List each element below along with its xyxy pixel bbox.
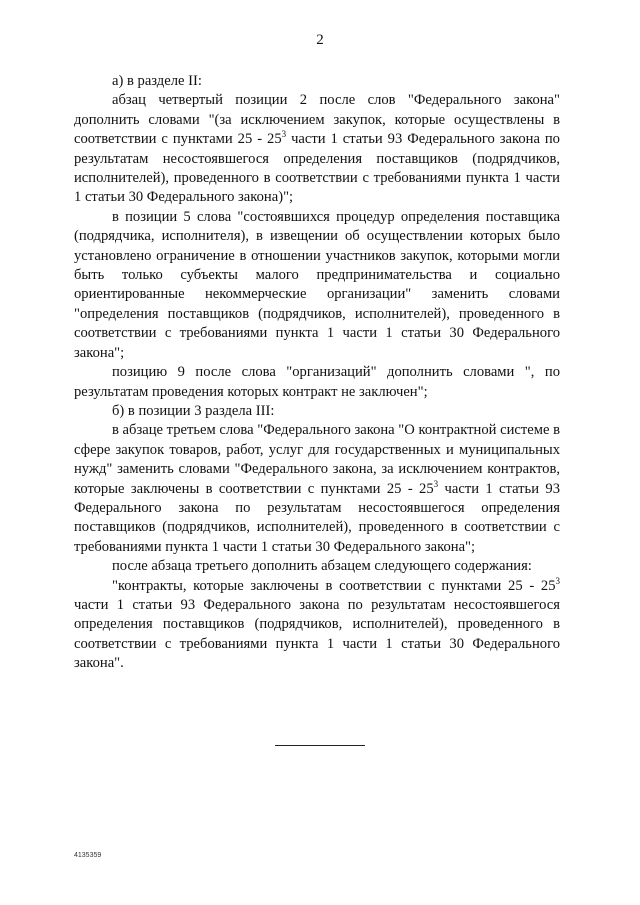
paragraph-position-9: позицию 9 после слова "организаций" дополнить словами ", по результатам проведения которых контракт не заключен"; xyxy=(74,364,560,400)
paragraph-text: "контракты, которые заключены в соответствии с пунктами 25 - 25 xyxy=(112,577,556,594)
paragraph-abzac-3 xyxy=(74,421,560,557)
paragraph-text: в абзаце третьем слова "Федерального закона "О контрактной системе в сфере закупок товаров, работ, услуг для государственных и муниципальных нужд" заменить словами "Федерального закона, за исключением контрактов, которые заключены в соответствии с пунктами 25 - 25 xyxy=(74,422,560,497)
superscript: 3 xyxy=(281,129,287,140)
superscript: 3 xyxy=(433,478,439,489)
end-separator-line xyxy=(275,745,365,746)
paragraph-add-abzac: после абзаца третьего дополнить абзацем следующего содержания: xyxy=(112,558,532,575)
paragraph-text: абзац четвертый позиции 2 после слов "Федерального закона" дополнить словами "(за исключением закупок, которые осуществлены в соответствии с пунктами 25 - 25 xyxy=(74,92,560,148)
section-a-heading: а) в разделе II: xyxy=(112,73,202,89)
paragraph-position-2 xyxy=(74,91,560,207)
document-code: 4135359 xyxy=(74,852,102,859)
paragraph-text: части 1 статьи 93 Федерального закона по результатам несостоявшегося определения поставщиков (подрядчиков, исполнителей), проведенного в соответствии с требованиями пункта 1 части 1 статьи 30 Федерального закона"; xyxy=(74,480,560,555)
paragraph-position-5: в позиции 5 слова "состоявшихся процедур определения поставщика (подрядчика, исполнителя), в извещении об осуществлении которых было установлено ограничение в отношении участников закупок, которыми могли быть только субъекты малого предпринимательства и социально ориентированные некоммерческие организации" заменить словами "определения поставщиков (подрядчиков, исполнителей), проведенного в соответствии с требованиями пункта 1 части 1 статьи 30 Федерального закона"; xyxy=(74,208,560,361)
document-body xyxy=(74,72,560,674)
page-number: 2 xyxy=(316,32,324,48)
section-b-heading: б) в позиции 3 раздела III: xyxy=(112,402,275,419)
paragraph-text: части 1 статьи 93 Федерального закона по результатам несостоявшегося определения поставщиков (подрядчиков, исполнителей), проведенного в соответствии с требованиями пункта 1 части 1 статьи 30 Федерального закона". xyxy=(74,596,560,672)
paragraph-text: части 1 статьи 93 Федерального закона по результатам несостоявшегося определения поставщиков (подрядчиков, исполнителей), проведенного в соответствии с требованиями пункта 1 части 1 статьи 30 Федерального закона)"; xyxy=(74,131,560,206)
superscript: 3 xyxy=(555,575,560,586)
paragraph-new-text xyxy=(74,577,560,674)
